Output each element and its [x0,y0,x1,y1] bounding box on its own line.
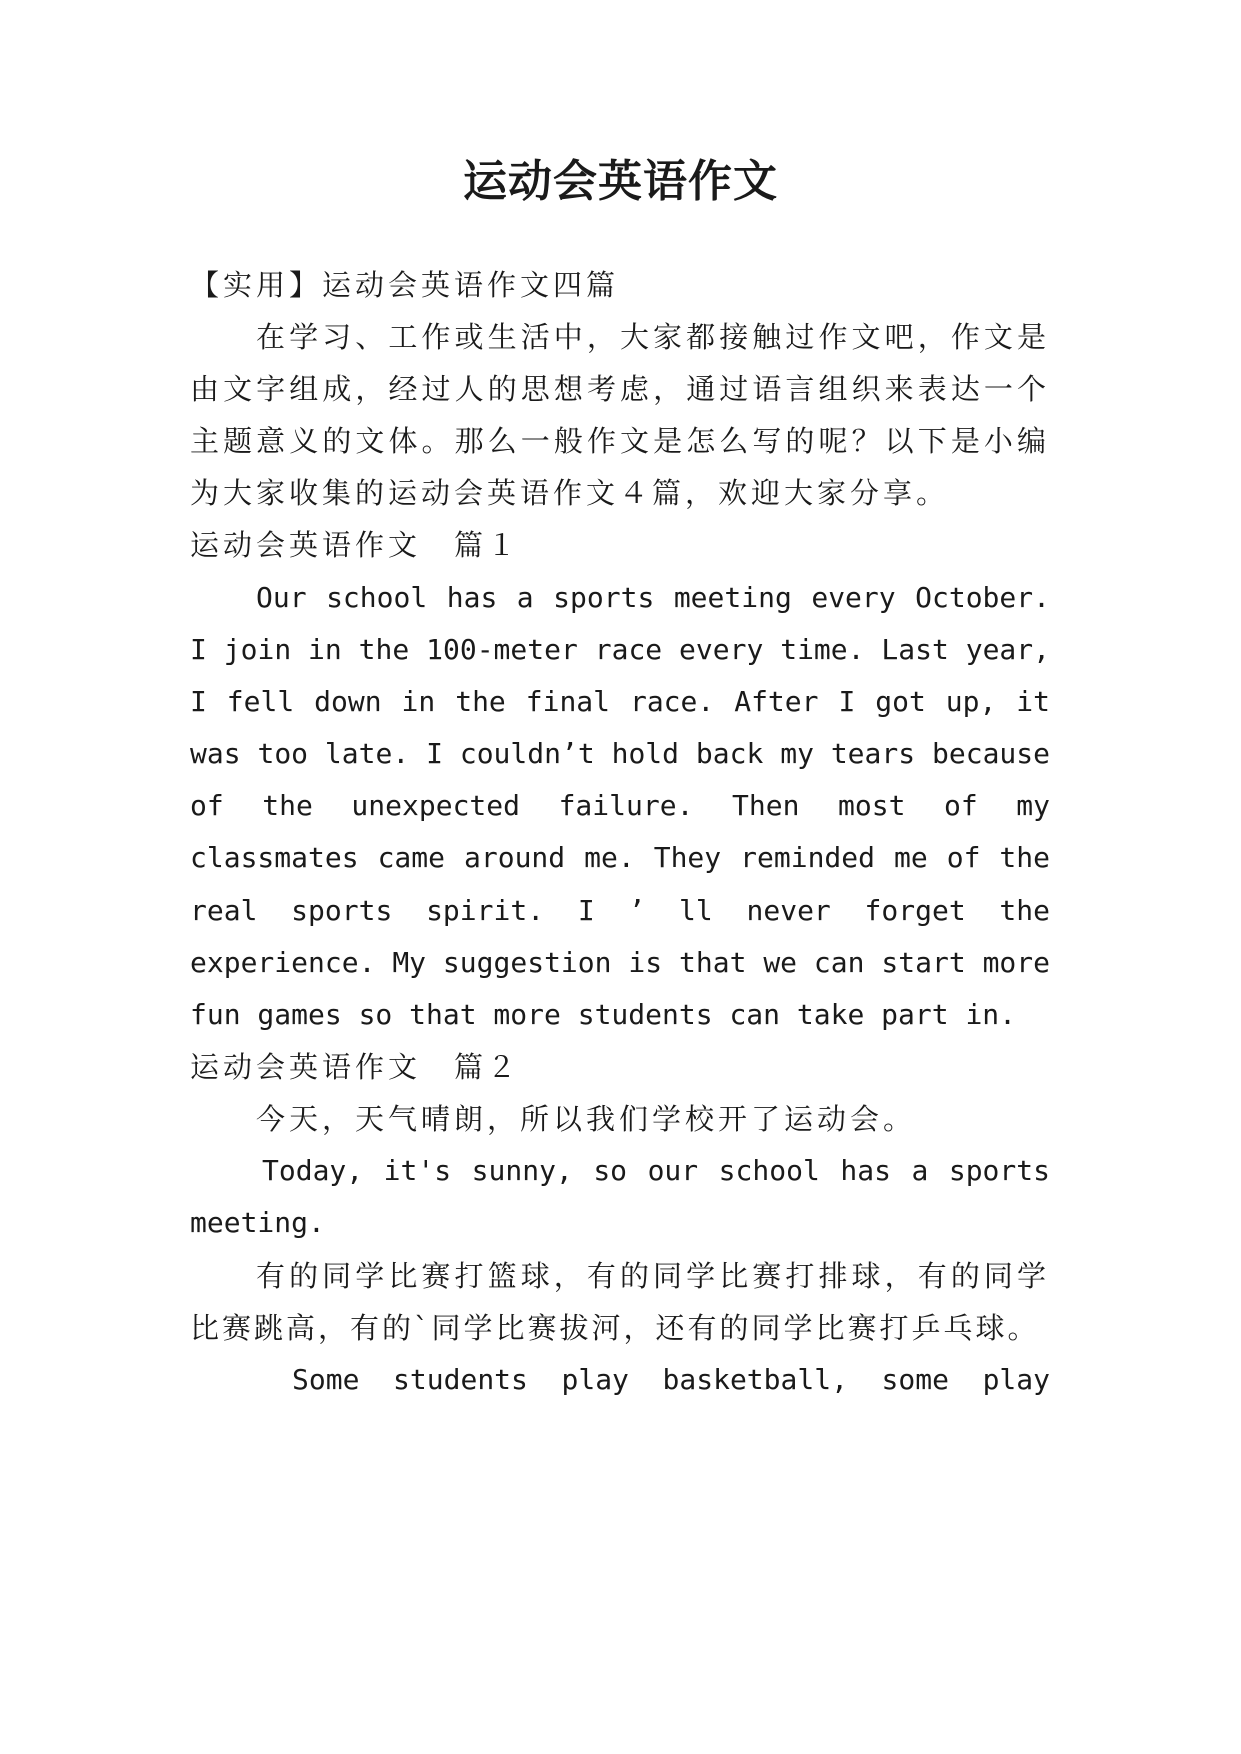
subtitle: 【实用】运动会英语作文四篇 [190,268,620,302]
essay-line: 今天，天气晴朗，所以我们学校开了运动会。 [256,1102,917,1136]
essay-heading: 运动会英语作文 篇２ [190,1050,521,1084]
essay-heading: 运动会英语作文 篇１ [190,528,521,562]
essay-line: fun games so that more students can take part in. [190,998,1017,1031]
intro-line: 由文字组成，经过人的思想考虑，通过语言组织来表达一个 [190,372,1050,406]
essay-line: real sports spirit. I ’ ll never forget the [190,894,1050,927]
intro-line: 在学习、工作或生活中，大家都接触过作文吧，作文是 [256,320,1050,354]
essay-line: was too late. I couldn’t hold back my tears because [190,737,1050,770]
essay-line: classmates came around me. They reminded me of the [190,841,1050,874]
essay-line: experience. My suggestion is that we can start more [190,946,1050,979]
essay-line: Our school has a sports meeting every October. [256,581,1050,614]
essay-line: Today, it's sunny, so our school has a sports [262,1154,1050,1187]
intro-line: 为大家收集的运动会英语作文４篇，欢迎大家分享。 [190,476,950,510]
essay-line: I fell down in the final race. After I got up, it [190,685,1050,718]
essay-line: Some students play basketball, some play [292,1363,1050,1396]
essay-line: of the unexpected failure. Then most of my [190,789,1050,822]
intro-line: 主题意义的文体。那么一般作文是怎么写的呢？以下是小编 [190,424,1050,458]
document-title: 运动会英语作文 [463,156,778,207]
essay-line: I join in the 100-meter race every time. Last year, [190,633,1050,666]
essay-line: 比赛跳高，有的`同学比赛拔河，还有的同学比赛打乒乓球。 [190,1311,1040,1345]
essay-line: 有的同学比赛打篮球，有的同学比赛打排球，有的同学 [256,1259,1050,1293]
essay-line: meeting. [190,1206,325,1239]
